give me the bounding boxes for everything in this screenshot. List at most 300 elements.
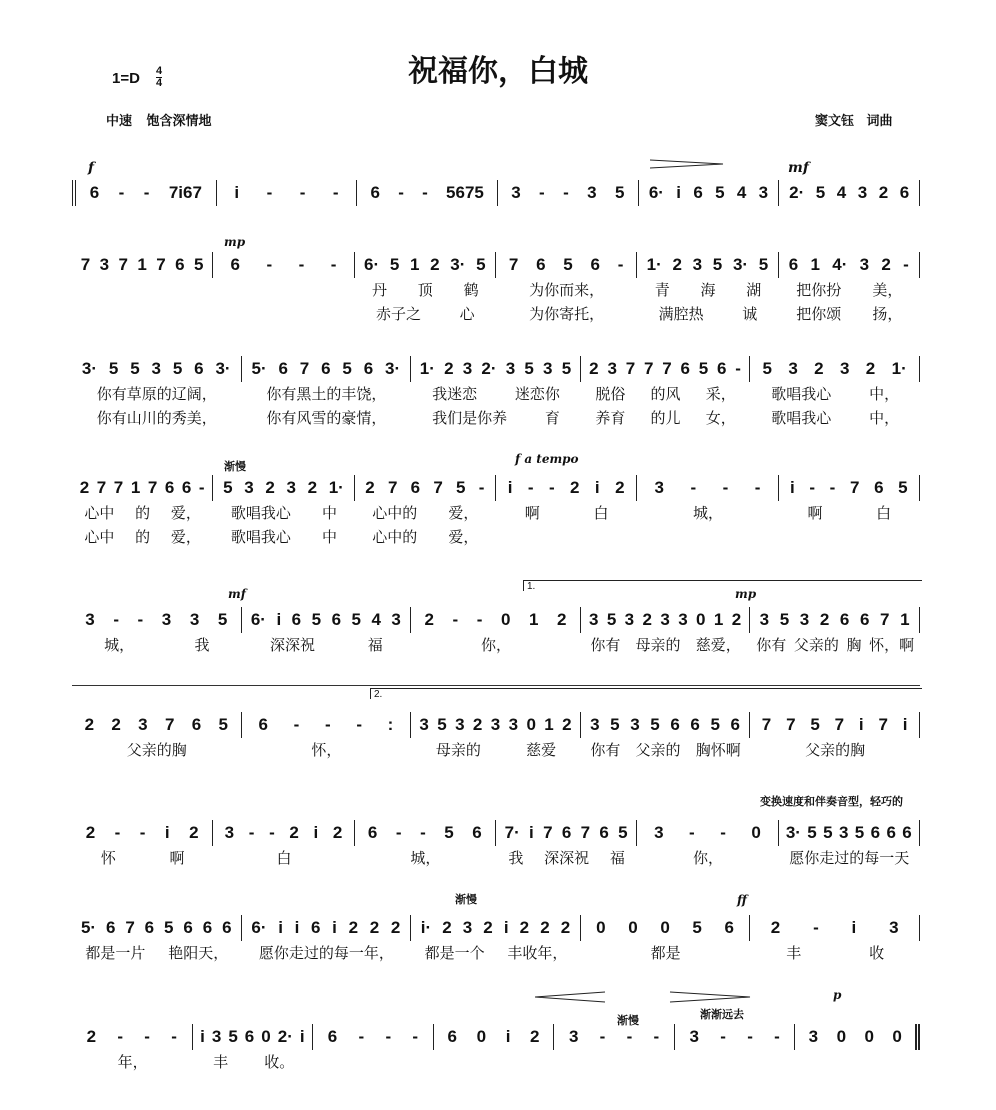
- lyric-text: [779, 278, 920, 302]
- volta-second-ending: 2.: [370, 688, 922, 699]
- measure-notes: [72, 915, 241, 941]
- lyric-text: [213, 302, 354, 326]
- lyrics-line: [72, 406, 920, 430]
- measure: [581, 607, 751, 633]
- note: -: [774, 1027, 780, 1046]
- measure-row: [72, 820, 920, 846]
- note: i: [313, 823, 319, 842]
- measure-notes: [217, 180, 357, 206]
- measure: [779, 180, 920, 206]
- note: 5: [606, 610, 617, 629]
- score-system: [72, 252, 920, 326]
- note: 7: [125, 918, 135, 937]
- note: 1: [137, 255, 147, 274]
- measure-notes: [496, 252, 636, 278]
- note: 2: [814, 359, 824, 378]
- note: 2: [519, 918, 530, 937]
- note: 3: [587, 183, 597, 202]
- measure-row: [72, 607, 920, 633]
- lyric-word: 啊: [807, 504, 823, 522]
- lyric-word: 中: [322, 528, 338, 546]
- note: 2·: [481, 359, 497, 378]
- note: 3: [508, 715, 519, 734]
- note: 6: [670, 715, 680, 734]
- lyric-text: [72, 302, 213, 326]
- lyrics-line: [72, 278, 920, 302]
- measure: [411, 712, 581, 738]
- measure: [242, 356, 412, 382]
- note: 5: [437, 715, 447, 734]
- measure-notes: [637, 252, 777, 278]
- note: 6: [367, 823, 378, 842]
- song-title: 祝福你，白城: [408, 54, 588, 89]
- lyric-word: 歌唱我心: [771, 409, 832, 427]
- dynamic-p: p: [833, 988, 842, 1002]
- note: 2: [731, 610, 742, 629]
- lyric-word: 湖: [746, 281, 762, 299]
- note: 6: [194, 359, 204, 378]
- note: 2: [562, 715, 572, 734]
- lyric-word: 爱，: [170, 528, 201, 546]
- lyric-word: 的: [135, 504, 151, 522]
- lyric-word: 你有: [590, 741, 621, 759]
- note: 1·: [419, 359, 435, 378]
- measure-notes: [72, 475, 212, 501]
- note: 6·: [250, 610, 266, 629]
- note: 7: [156, 255, 166, 274]
- lyric-text: [213, 501, 354, 525]
- note: -: [690, 478, 697, 497]
- note: 3: [799, 610, 810, 629]
- lyric-word: 歌唱我心: [230, 528, 291, 546]
- lyric-word: 城，: [104, 636, 135, 654]
- measure: [750, 915, 920, 941]
- note: i: [234, 183, 240, 202]
- measure: [795, 1024, 920, 1050]
- note: 3: [590, 715, 600, 734]
- note: 6: [244, 1027, 255, 1046]
- lyric-word: 深深祝: [269, 636, 315, 654]
- lyric-text: [242, 633, 412, 657]
- note: 0: [261, 1027, 271, 1046]
- note: -: [330, 255, 337, 274]
- lyric-text: [779, 501, 920, 525]
- measure: [357, 180, 498, 206]
- note: 5: [779, 610, 790, 629]
- lyric-word: 心中: [84, 528, 115, 546]
- note: 5: [563, 255, 573, 274]
- decrescendo-hairpin: [650, 158, 725, 170]
- note: 6: [899, 183, 910, 202]
- lyric-word: 收。: [264, 1053, 295, 1071]
- note: i: [503, 918, 509, 937]
- lyric-word: 胸: [846, 636, 862, 654]
- lyric-word: 都是一片: [85, 944, 146, 962]
- note: 5: [692, 918, 702, 937]
- lyric-word: 中，: [869, 385, 900, 403]
- measure-notes: [581, 712, 750, 738]
- note: -: [198, 478, 205, 497]
- lyrics-line: [72, 382, 920, 406]
- lyric-word: 母亲的: [635, 636, 681, 654]
- note: -: [809, 478, 815, 497]
- note: 5675: [446, 183, 484, 202]
- note: 5: [815, 183, 826, 202]
- lyric-word: 爱，: [170, 504, 201, 522]
- note: 6: [680, 359, 690, 378]
- lyric-word: 的儿: [650, 409, 681, 427]
- measure-notes: [750, 712, 919, 738]
- note: i: [529, 823, 534, 842]
- score-system: [72, 820, 920, 870]
- note: 7: [164, 715, 175, 734]
- measure: [637, 252, 778, 278]
- lyric-word: 你有风雪的豪情，: [266, 409, 387, 427]
- lyric-word: 怀，啊: [869, 636, 915, 654]
- note: 0: [628, 918, 638, 937]
- measure: [411, 356, 581, 382]
- note: 7: [662, 359, 672, 378]
- lyric-word: 我: [194, 636, 210, 654]
- note: 0: [526, 715, 536, 734]
- lyric-word: 年，: [117, 1053, 148, 1071]
- note: 5: [610, 715, 620, 734]
- lyric-word: 爱，: [448, 504, 479, 522]
- note: 6: [363, 359, 374, 378]
- note: 6: [410, 478, 421, 497]
- note: 2: [289, 823, 299, 842]
- note: 7: [580, 823, 591, 842]
- lyric-word: 城，: [410, 849, 441, 867]
- lyric-word: 心中: [84, 504, 115, 522]
- lyric-word: 父亲的: [793, 636, 839, 654]
- note: i: [332, 918, 337, 937]
- note: i: [789, 478, 795, 497]
- score-system: [72, 607, 920, 657]
- note: i: [902, 715, 908, 734]
- note: 5: [854, 823, 865, 842]
- note: 3: [286, 478, 296, 497]
- lyric-text: [779, 525, 920, 549]
- measure: [498, 180, 639, 206]
- note: 6: [690, 715, 700, 734]
- note: 2: [265, 478, 275, 497]
- note: 6: [89, 183, 100, 202]
- lyrics-line: [72, 941, 920, 965]
- dynamic-ff: ff: [737, 893, 747, 907]
- note: 3: [99, 255, 110, 274]
- lyric-text: [496, 846, 637, 870]
- lyric-word: 城，: [692, 504, 723, 522]
- lyric-word: 怀: [100, 849, 116, 867]
- lyric-word: 父亲的胸: [126, 741, 187, 759]
- note: 2: [865, 359, 876, 378]
- measure-notes: [637, 475, 777, 501]
- meter-top: 4: [156, 65, 163, 77]
- note: 1: [409, 255, 420, 274]
- lyric-text: [750, 633, 920, 657]
- measure: [434, 1024, 555, 1050]
- note: 3·: [785, 823, 801, 842]
- lyric-word: 你有草原的辽阔，: [96, 385, 217, 403]
- time-signature: [156, 66, 162, 89]
- measure: [72, 356, 242, 382]
- measure-notes: [581, 356, 750, 382]
- note: 6: [693, 183, 703, 202]
- lyric-word: 青: [654, 281, 670, 299]
- lyric-text: [411, 633, 581, 657]
- note: 4: [836, 183, 847, 202]
- lyric-word: 扬，: [872, 305, 903, 323]
- note: 1: [713, 610, 724, 629]
- lyric-word: 为你寄托，: [529, 305, 605, 323]
- lyric-word: 我迷恋: [432, 385, 478, 403]
- lyric-text: [750, 382, 920, 406]
- ritardando-marking: 渐慢: [224, 460, 246, 473]
- lyric-text: [637, 525, 778, 549]
- note: i: [294, 918, 300, 937]
- note: 7: [147, 478, 158, 497]
- note: 7: [849, 478, 860, 497]
- measure-notes: [242, 356, 411, 382]
- lyrics-line: [72, 846, 920, 870]
- note: 7: [834, 715, 845, 734]
- note: 6: [230, 255, 241, 274]
- note: 3: [624, 610, 635, 629]
- score-system: [72, 180, 920, 206]
- note: 5: [561, 359, 572, 378]
- note: 6: [902, 823, 912, 842]
- note: 7: [761, 715, 772, 734]
- measure-notes: [581, 915, 750, 941]
- note: -: [422, 183, 428, 202]
- lyric-word: 丰: [213, 1053, 229, 1071]
- note: 7: [299, 359, 310, 378]
- note: 5: [710, 715, 720, 734]
- measure-notes: [213, 252, 353, 278]
- note: 1·: [646, 255, 662, 274]
- measure-notes: [72, 820, 212, 846]
- note: 6: [291, 610, 302, 629]
- note: 2: [881, 255, 891, 274]
- note: 3·: [732, 255, 749, 274]
- note: 3: [211, 1027, 222, 1046]
- note: 6: [561, 823, 572, 842]
- measure: [750, 607, 920, 633]
- note: 0: [892, 1027, 902, 1046]
- lyric-text: [581, 633, 751, 657]
- note: 6: [870, 823, 881, 842]
- lyric-text: [496, 302, 637, 326]
- note: -: [248, 823, 255, 842]
- note: 4·: [832, 255, 848, 274]
- note: 6: [724, 918, 734, 937]
- note: 5: [444, 823, 454, 842]
- lyric-word: 心中的: [372, 528, 418, 546]
- score-system: [72, 712, 920, 762]
- note: 3: [758, 183, 769, 202]
- measure: [496, 252, 637, 278]
- measure-notes: [72, 1024, 192, 1050]
- note: 3: [838, 823, 849, 842]
- note: i: [299, 1027, 305, 1046]
- lyric-word: 我: [508, 849, 524, 867]
- measure: [355, 820, 496, 846]
- lyric-text: [678, 1050, 799, 1074]
- note: -: [332, 183, 339, 202]
- note: 5: [456, 478, 466, 497]
- note: 3: [692, 255, 703, 274]
- note: 6: [175, 255, 185, 274]
- measure: [750, 712, 920, 738]
- measure: [355, 475, 496, 501]
- lyric-text: [435, 1050, 556, 1074]
- measure: [779, 820, 920, 846]
- measure-notes: [313, 1024, 433, 1050]
- lyric-text: [411, 406, 581, 430]
- note: 7: [118, 255, 128, 274]
- note: 2: [424, 610, 434, 629]
- note: 3: [189, 610, 200, 629]
- lyric-word: 歌唱我心: [771, 385, 832, 403]
- measure-notes: [76, 180, 216, 206]
- measure-notes: [357, 180, 497, 206]
- note: 6: [327, 1027, 338, 1046]
- note: -: [735, 359, 741, 378]
- note: 3: [244, 478, 254, 497]
- note: -: [476, 610, 483, 629]
- lyric-text: [193, 1050, 314, 1074]
- lyrics-line: [72, 525, 920, 549]
- measure: [581, 356, 751, 382]
- score-system: [72, 915, 920, 965]
- note: 6: [164, 478, 175, 497]
- note: -: [144, 1027, 150, 1046]
- note: 3·: [385, 359, 401, 378]
- note: 2: [84, 715, 95, 734]
- measure-notes: [750, 356, 919, 382]
- score-system: [72, 1024, 920, 1074]
- lyric-word: 把你颂: [796, 305, 842, 323]
- measure: [637, 475, 778, 501]
- measure: [72, 1024, 193, 1050]
- note: 0: [596, 918, 606, 937]
- note: 5: [217, 610, 228, 629]
- note: 6: [447, 1027, 457, 1046]
- measure-notes: [72, 252, 212, 278]
- note: 3: [419, 715, 429, 734]
- note: 2: [557, 610, 567, 629]
- note: 2: [560, 918, 571, 937]
- note: 3: [889, 918, 899, 937]
- measure-notes: [72, 356, 241, 382]
- note: 3: [568, 1027, 579, 1046]
- lyric-text: [411, 738, 581, 762]
- lyric-word: 你有黑土的丰饶，: [266, 385, 387, 403]
- note: 1: [544, 715, 554, 734]
- note: 5: [108, 359, 119, 378]
- lyric-word: 顶: [417, 281, 433, 299]
- note: 5: [389, 255, 400, 274]
- ritardando-marking-3: 渐慢: [617, 1014, 639, 1027]
- measure-notes: [496, 820, 636, 846]
- lyric-text: [637, 501, 778, 525]
- lyric-word: 啊: [524, 504, 540, 522]
- note: i: [851, 918, 857, 937]
- note: 6: [183, 918, 193, 937]
- note: -: [599, 1027, 606, 1046]
- note: 3: [788, 359, 798, 378]
- note: 4: [736, 183, 747, 202]
- note: 2: [189, 823, 199, 842]
- note: 1·: [328, 478, 344, 497]
- measure-notes: [411, 712, 580, 738]
- lyric-text: [72, 738, 242, 762]
- measure: [779, 252, 920, 278]
- note: 3: [678, 610, 688, 629]
- lyric-text: [779, 302, 920, 326]
- measure: [581, 712, 751, 738]
- note: i·: [420, 918, 432, 937]
- ritardando-marking-2: 渐慢: [455, 893, 477, 906]
- measure-notes: [411, 356, 580, 382]
- note: 5: [228, 1027, 238, 1046]
- lyrics-line: [72, 501, 920, 525]
- note: 5: [311, 610, 322, 629]
- note: 6: [181, 478, 192, 497]
- volta-first-ending: 1.: [523, 580, 922, 591]
- note: -: [689, 823, 695, 842]
- lyric-text: [750, 406, 920, 430]
- volta-line: [72, 685, 920, 686]
- lyric-word: 为你而来，: [529, 281, 605, 299]
- note: 6·: [364, 255, 380, 274]
- measure: [581, 915, 751, 941]
- note: 2: [307, 478, 318, 497]
- note: 3: [857, 183, 868, 202]
- note: 1: [900, 610, 910, 629]
- note: 3: [224, 823, 235, 842]
- measure-notes: [213, 820, 353, 846]
- lyric-word: 你有: [590, 636, 621, 654]
- lyric-word: 满腔热: [658, 305, 704, 323]
- note: -: [720, 823, 726, 842]
- fading-marking: 渐渐远去: [700, 1008, 744, 1021]
- note: 2: [390, 918, 401, 937]
- note: 5: [898, 478, 908, 497]
- note: 7: [96, 478, 107, 497]
- note: 7: [543, 823, 553, 842]
- note: 6: [331, 610, 342, 629]
- lyric-text: [799, 1050, 920, 1074]
- lyric-text: [557, 1050, 678, 1074]
- measure: [675, 1024, 796, 1050]
- measure-notes: [675, 1024, 795, 1050]
- lyric-word: 心: [459, 305, 475, 323]
- lyric-word: 丹: [372, 281, 388, 299]
- measure-notes: [750, 915, 919, 941]
- lyric-word: 都是: [650, 944, 681, 962]
- lyric-text: [411, 941, 581, 965]
- note: 5: [194, 255, 204, 274]
- measure-notes: [750, 607, 919, 633]
- note: -: [356, 715, 362, 734]
- lyric-word: 把你扮: [796, 281, 842, 299]
- note: 0: [864, 1027, 874, 1046]
- note: 7i67: [168, 183, 202, 202]
- lyric-text: [750, 738, 920, 762]
- note: 6: [717, 359, 727, 378]
